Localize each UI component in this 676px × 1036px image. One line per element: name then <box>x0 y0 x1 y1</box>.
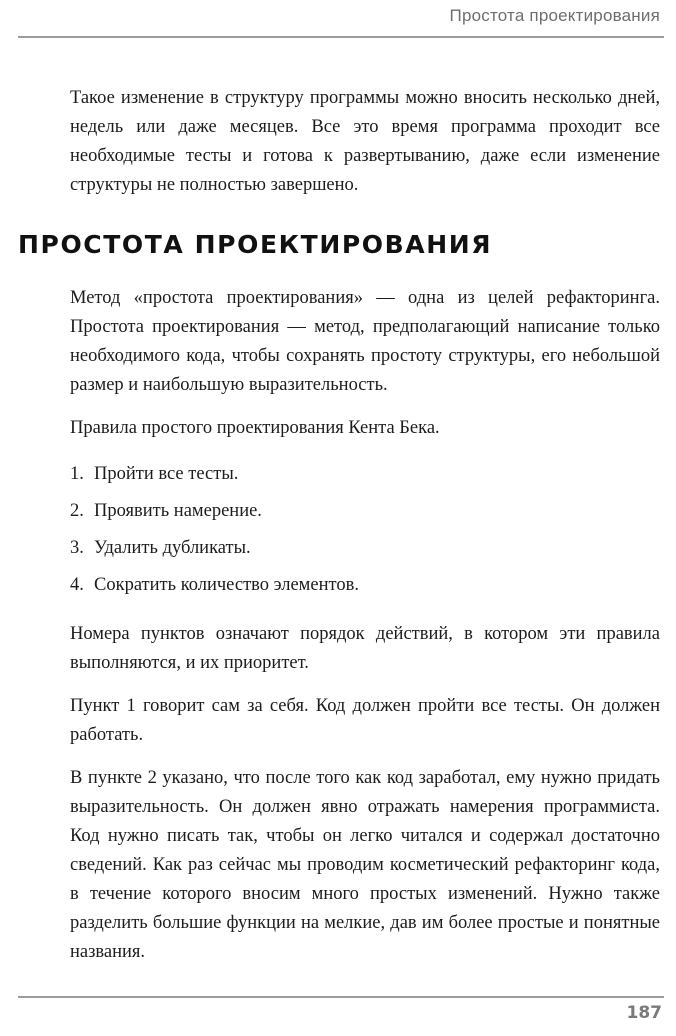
list-item-number: 2. <box>70 501 84 521</box>
list-item <box>70 571 660 608</box>
intro-paragraph: Такое изменение в структуру программы можно вносить несколько дней, недель или даже месяцев. Все это время программа проходит все необходимые тесты и готова к развертыванию, даже если изменение структуры не полностью завершено. <box>70 88 660 195</box>
list-item <box>70 460 660 497</box>
paragraph-rule-2: В пункте 2 указано, что после того как код заработал, ему нужно придать выразительность. Он должен явно отражать намерения программиста. Код нужно писать так, чтобы он легко читался и содержал достаточно сведений. Как раз сейчас мы проводим косметический рефакторинг кода, в течение которого вносим много простых изменений. Нужно также разделить большие функции на мелкие, дав им более простые и понятные названия. <box>70 768 660 962</box>
list-item-number: 3. <box>70 538 84 558</box>
list-item-text: Удалить дубликаты. <box>94 538 251 558</box>
list-item <box>70 497 660 534</box>
header-rule <box>18 36 664 38</box>
page-number: 187 <box>626 1003 662 1023</box>
list-item-text: Пройти все тесты. <box>94 464 239 484</box>
list-item-text: Сократить количество элементов. <box>94 575 359 595</box>
paragraph-order: Номера пунктов означают порядок действий, в котором эти правила выполняются, и их приоритет. <box>70 624 660 673</box>
running-head-title: Простота проектирования <box>449 6 660 25</box>
list-item-text: Проявить намерение. <box>94 501 262 521</box>
list-item-number: 1. <box>70 464 84 484</box>
footer-rule <box>18 996 664 998</box>
section-heading: ПРОСТОТА ПРОЕКТИРОВАНИЯ <box>18 230 493 259</box>
rules-list <box>70 460 660 608</box>
paragraph-method: Метод «простота проектирования» — одна из целей рефакторинга. Простота проектирования — метод, предполагающий написание только необходимого кода, чтобы сохранять простоту структуры, его небольшой размер и наибольшую выразительность. <box>70 288 660 395</box>
list-item <box>70 534 660 571</box>
list-item-number: 4. <box>70 575 84 595</box>
paragraph-rules-intro: Правила простого проектирования Кента Бека. <box>70 418 440 438</box>
paragraph-rule-1: Пункт 1 говорит сам за себя. Код должен пройти все тесты. Он должен работать. <box>70 696 660 745</box>
